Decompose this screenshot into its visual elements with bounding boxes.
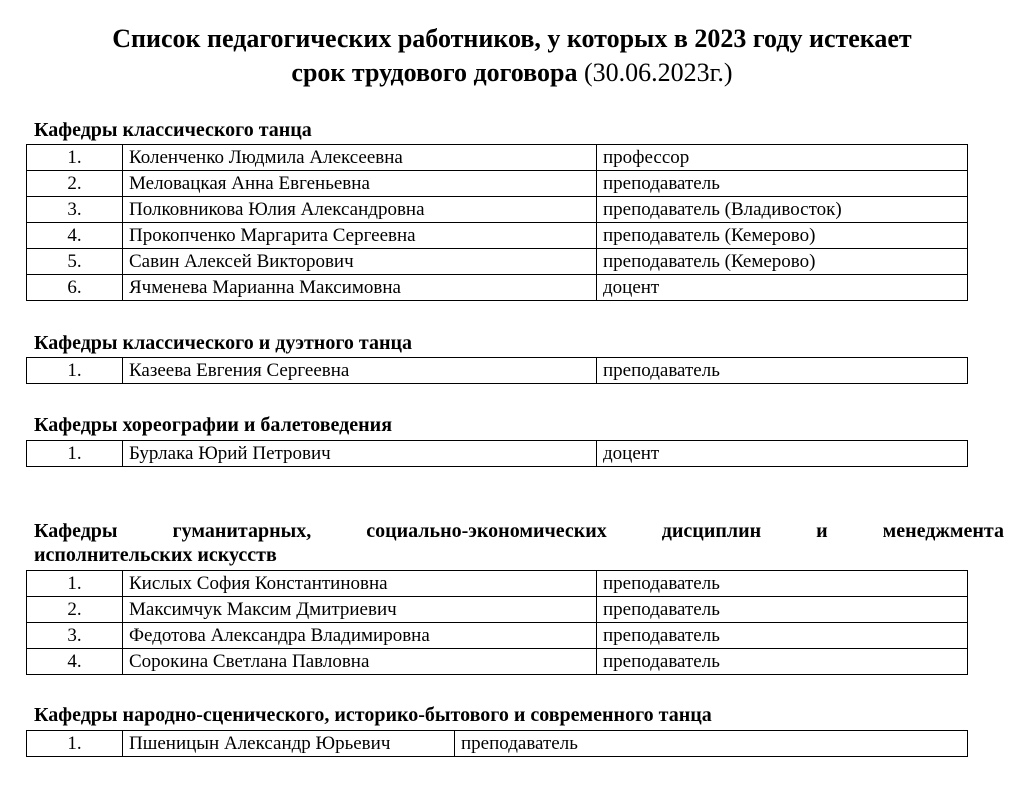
row-number: 3.: [27, 623, 123, 649]
row-position: доцент: [597, 275, 968, 301]
row-number: 2.: [27, 171, 123, 197]
page-title: [0, 22, 1024, 90]
row-number: 1.: [27, 571, 123, 597]
table-row: [27, 275, 968, 301]
row-position: профессор: [597, 145, 968, 171]
row-number: 3.: [27, 197, 123, 223]
title-line-1: Список педагогических работников, у которых в 2023 году истекает: [112, 24, 912, 53]
title-line-2: [0, 56, 1024, 90]
row-name: Ячменева Марианна Максимовна: [123, 275, 597, 301]
row-name: Сорокина Светлана Павловна: [123, 649, 597, 675]
row-position: преподаватель: [597, 597, 968, 623]
section-heading-folk-dance: Кафедры народно-сценического, историко-бытового и современного танца: [34, 704, 712, 726]
table-row: [27, 197, 968, 223]
row-position: преподаватель: [597, 358, 968, 384]
table-humanities: [26, 570, 968, 675]
row-name: Максимчук Максим Дмитриевич: [123, 597, 597, 623]
table-row: [27, 145, 968, 171]
row-number: 1.: [27, 441, 123, 467]
table-row: [27, 731, 968, 757]
table-classical-dance: [26, 144, 968, 301]
row-position: преподаватель: [455, 731, 968, 757]
row-number: 2.: [27, 597, 123, 623]
row-name: Казеева Евгения Сергеевна: [123, 358, 597, 384]
row-position: преподаватель (Владивосток): [597, 197, 968, 223]
section-heading-classical-duet-dance: Кафедры классического и дуэтного танца: [34, 332, 413, 354]
section-heading-classical-dance: Кафедры классического танца: [34, 119, 312, 141]
row-name: Бурлака Юрий Петрович: [123, 441, 597, 467]
row-name: Федотова Александра Владимировна: [123, 623, 597, 649]
row-name: Меловацкая Анна Евгеньевна: [123, 171, 597, 197]
table-row: [27, 623, 968, 649]
row-name: Прокопченко Маргарита Сергеевна: [123, 223, 597, 249]
title-line-2-text: срок трудового договора: [291, 58, 578, 87]
row-number: 4.: [27, 649, 123, 675]
section-heading-choreography: Кафедры хореографии и балетоведения: [34, 414, 393, 436]
row-position: преподаватель (Кемерово): [597, 223, 968, 249]
row-name: Савин Алексей Викторович: [123, 249, 597, 275]
table-row: [27, 571, 968, 597]
row-position: преподаватель: [597, 171, 968, 197]
row-name: Коленченко Людмила Алексеевна: [123, 145, 597, 171]
row-position: преподаватель: [597, 623, 968, 649]
table-choreography: [26, 440, 968, 467]
row-position: преподаватель (Кемерово): [597, 249, 968, 275]
table-row: [27, 649, 968, 675]
title-date: (30.06.2023г.): [584, 58, 733, 87]
row-number: 6.: [27, 275, 123, 301]
row-position: преподаватель: [597, 649, 968, 675]
row-number: 1.: [27, 145, 123, 171]
row-name: Полковникова Юлия Александровна: [123, 197, 597, 223]
row-name: Пшеницын Александр Юрьевич: [123, 731, 455, 757]
row-number: 4.: [27, 223, 123, 249]
table-classical-duet-dance: [26, 357, 968, 384]
table-folk-dance: [26, 730, 968, 757]
table-row: [27, 249, 968, 275]
table-row: [27, 358, 968, 384]
row-number: 1.: [27, 358, 123, 384]
table-row: [27, 223, 968, 249]
table-row: [27, 171, 968, 197]
row-number: 5.: [27, 249, 123, 275]
table-row: [27, 597, 968, 623]
row-number: 1.: [27, 731, 123, 757]
row-position: преподаватель: [597, 571, 968, 597]
row-position: доцент: [597, 441, 968, 467]
row-name: Кислых София Константиновна: [123, 571, 597, 597]
section-heading-humanities-line1: Кафедры гуманитарных, социально-экономических дисциплин и менеджмента: [34, 520, 1004, 542]
table-row: [27, 441, 968, 467]
section-heading-humanities: [34, 519, 1004, 567]
section-heading-humanities-line2: исполнительских искусств: [34, 544, 277, 566]
